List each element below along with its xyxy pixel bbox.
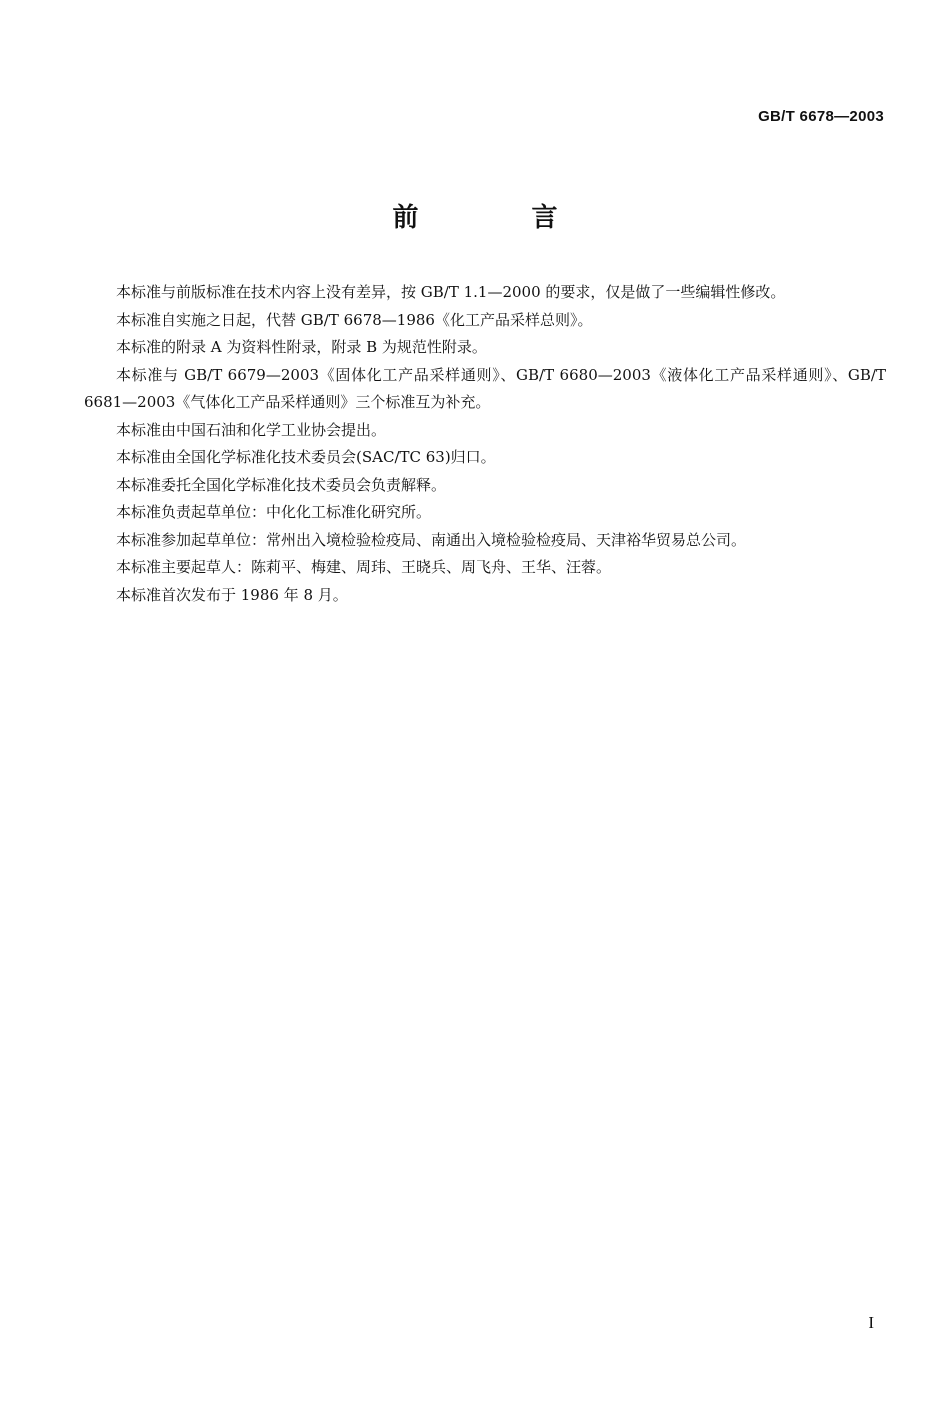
paragraph: 本标准主要起草人：陈莉平、梅建、周玮、王晓兵、周飞舟、王华、汪蓉。 bbox=[116, 558, 612, 576]
paragraph: 本标准负责起草单位：中化化工标准化研究所。 bbox=[116, 503, 432, 521]
paragraph: 本标准参加起草单位：常州出入境检验检疫局、南通出入境检验检疫局、天津裕华贸易总公司。 bbox=[116, 530, 747, 549]
paragraph: 本标准由中国石油和化学工业协会提出。 bbox=[116, 420, 387, 439]
standard-number: GB/T 6678—2003 bbox=[758, 108, 884, 125]
paragraph: 本标准首次发布于 1986 年 8 月。 bbox=[116, 585, 348, 604]
page-number: I bbox=[868, 1313, 874, 1332]
preface-body bbox=[84, 279, 886, 609]
paragraph: 本标准的附录 A 为资料性附录，附录 B 为规范性附录。 bbox=[116, 338, 487, 356]
paragraph: 本标准由全国化学标准化技术委员会(SAC/TC 63)归口。 bbox=[116, 448, 496, 466]
paragraph: 本标准与前版标准在技术内容上没有差异，按 GB/T 1.1—2000 的要求，仅是做了一些编辑性修改。 bbox=[116, 283, 786, 301]
paragraph: 本标准自实施之日起，代替 GB/T 6678—1986《化工产品采样总则》。 bbox=[116, 310, 593, 329]
page-title: 前 言 bbox=[392, 203, 610, 233]
paragraph: 本标准委托全国化学标准化技术委员会负责解释。 bbox=[116, 475, 447, 494]
paragraph: 本标准与 GB/T 6679—2003《固体化工产品采样通则》、GB/T 6680—2003《液体化工产品采样通则》、GB/T 6681—2003《气体化工产品采样通则》三个标准互为补充。 bbox=[84, 365, 886, 411]
